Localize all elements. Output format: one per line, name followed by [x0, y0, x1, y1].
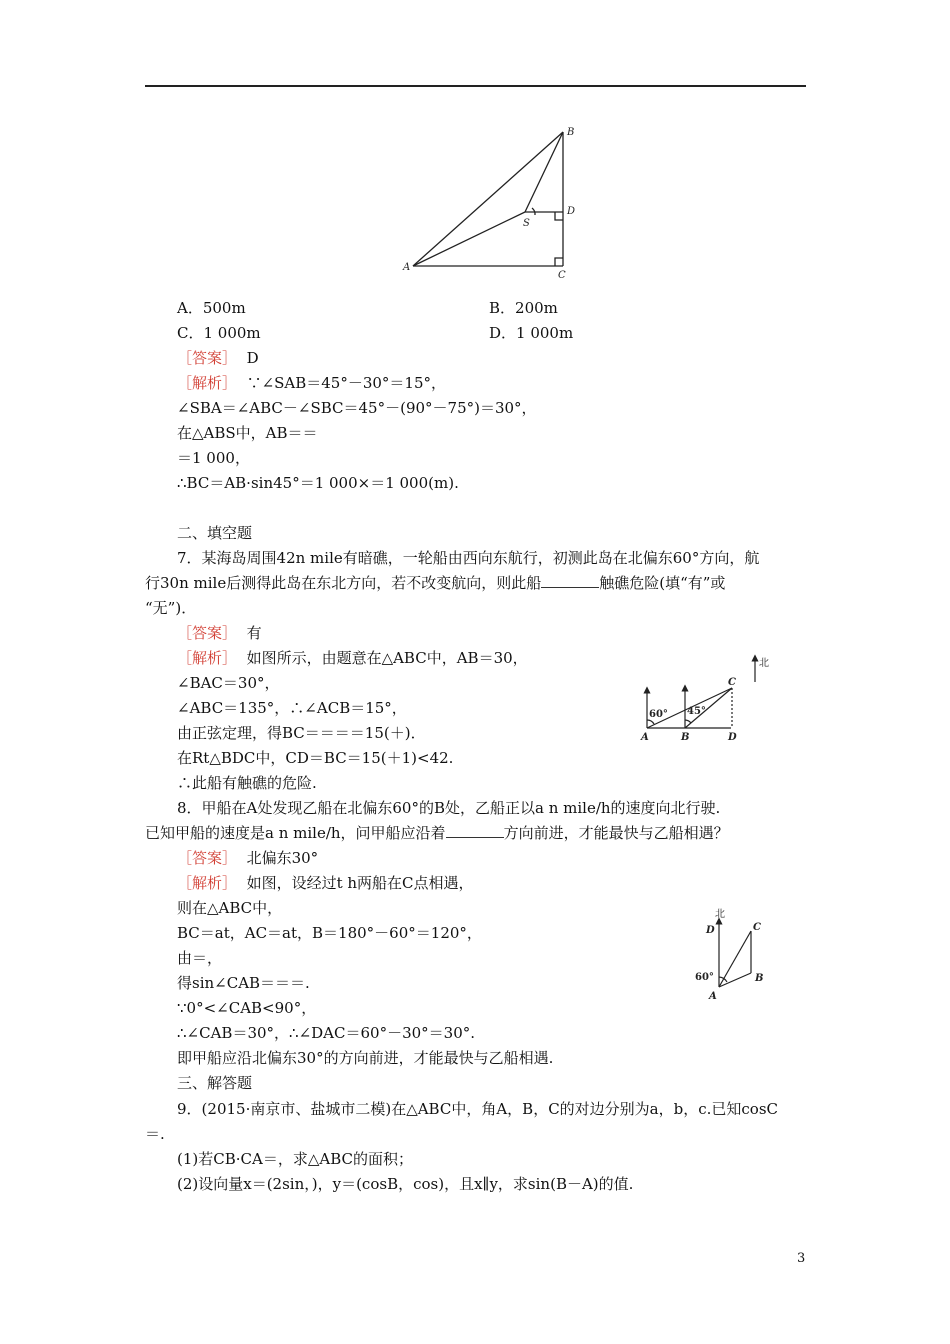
- q7-fig-angle-60: 60°: [649, 709, 668, 720]
- q6-option-d: D．1 000m: [489, 324, 574, 342]
- q8-analysis-line-2: 则在△ABC中，: [177, 899, 283, 917]
- q8-stem-line-2: [145, 823, 729, 843]
- q8-fig-label-b: B: [755, 973, 764, 984]
- q8-answer-line: [177, 848, 318, 868]
- q8-analysis-line-1: [177, 873, 474, 893]
- q8-stem-line-2b: 方向前进，才能最快与乙船相遇？: [503, 824, 729, 842]
- q8-fig-label-a: A: [709, 991, 717, 1002]
- q8-analysis-line-8: 即甲船应沿北偏东30°的方向前进，才能最快与乙船相遇.: [177, 1049, 554, 1067]
- q6-answer-line: [177, 348, 259, 368]
- q7-fig-angle-45: 45°: [687, 706, 706, 717]
- q7-stem-line-2: [145, 573, 725, 593]
- q7-analysis-line-4: 由正弦定理，得BC＝＝＝＝15(＋)．: [177, 724, 426, 742]
- q6-label-a: A: [403, 262, 411, 273]
- q9-stem-line-1: 9．(2015·南京市、盐城市二模)在△ABC中，角A，B，C的对边分别为a，b，c.已知cosC: [177, 1100, 778, 1118]
- section-fill-in-heading: 二、填空题: [177, 524, 253, 542]
- q9-part-2: (2)设向量x＝(2sin，)，y＝(cosB，cos)，且x∥y，求sin(B－A)的值.: [177, 1175, 634, 1193]
- analysis-tag: ［解析］: [177, 874, 238, 892]
- q6-analysis-line-4: ＝1 000，: [177, 449, 250, 467]
- q8-analysis-text-1: 如图，设经过t h两船在C点相遇，: [246, 874, 474, 892]
- q8-analysis-line-6: ∵0°<∠CAB<90°，: [177, 999, 317, 1017]
- q9-stem-line-2: ＝.: [145, 1125, 165, 1143]
- answer-tag: ［答案］: [177, 624, 238, 642]
- q6-option-c: C．1 000m: [177, 324, 261, 342]
- q6-analysis-line-5: ∴BC＝AB·sin45°＝1 000×＝1 000(m).: [177, 474, 459, 492]
- q7-analysis-line-6: ∴此船有触礁的危险.: [177, 774, 317, 792]
- q6-analysis-text-1: ∵∠SAB＝45°－30°＝15°，: [246, 374, 447, 392]
- q8-ship-figure: [693, 903, 773, 1003]
- q6-analysis-line-1: [177, 373, 446, 393]
- q7-fig-label-a: A: [641, 732, 649, 743]
- q6-answer: D: [246, 349, 259, 367]
- q8-analysis-line-3: BC＝at，AC＝at，B＝180°－60°＝120°，: [177, 924, 482, 942]
- q7-fig-label-b: B: [681, 732, 690, 743]
- section-answer-heading: 三、解答题: [177, 1074, 253, 1092]
- q8-fig-angle-60: 60°: [695, 972, 714, 983]
- analysis-tag: ［解析］: [177, 374, 238, 392]
- q7-fig-north: 北: [759, 658, 769, 669]
- q7-analysis-text-1: 如图所示，由题意在△ABC中，AB＝30，: [246, 649, 528, 667]
- q7-analysis-line-5: 在Rt△BDC中，CD＝BC＝15(＋1)<42.: [177, 749, 454, 767]
- q7-stem-line-2b: 触礁危险(填“有”或: [599, 574, 726, 592]
- q8-answer-blank: [446, 823, 504, 838]
- q9-part-1: (1)若CB·CA＝，求△ABC的面积；: [177, 1150, 413, 1168]
- q8-fig-north: 北: [715, 909, 725, 920]
- header-rule: [145, 85, 806, 87]
- q6-option-a: A．500m: [177, 299, 246, 317]
- q6-label-c: C: [558, 270, 566, 281]
- q6-label-s: S: [523, 218, 530, 229]
- q7-ship-figure: [635, 652, 770, 744]
- q7-fig-label-c: C: [728, 677, 736, 688]
- q8-analysis-line-7: ∴∠CAB＝30°，∴∠DAC＝60°－30°＝30°.: [177, 1024, 476, 1042]
- q8-stem-line-2a: 已知甲船的速度是a n mile/h，问甲船应沿着: [145, 824, 446, 842]
- q8-fig-label-c: C: [753, 922, 761, 933]
- q7-stem-line-1: 7．某海岛周围42n mile有暗礁，一轮船由西向东航行，初测此岛在北偏东60°方向，航: [177, 549, 760, 567]
- q7-answer: 有: [246, 624, 262, 642]
- q8-analysis-line-4: 由＝，: [177, 949, 223, 967]
- q6-analysis-line-2: ∠SBA＝∠ABC－∠SBC＝45°－(90°－75°)＝30°，: [177, 399, 537, 417]
- q8-fig-label-d: D: [706, 925, 715, 936]
- q7-fig-label-d: D: [728, 732, 737, 743]
- q8-stem-line-1: 8．甲船在A处发现乙船在北偏东60°的B处，乙船正以a n mile/h的速度向北行驶.: [177, 799, 721, 817]
- q7-stem-line-3: “无”)．: [145, 599, 197, 617]
- q7-stem-line-2a: 行30n mile后测得此岛在东北方向，若不改变航向，则此船: [145, 574, 542, 592]
- q7-analysis-line-2: ∠BAC＝30°，: [177, 674, 280, 692]
- page-number: 3: [797, 1251, 806, 1266]
- answer-tag: ［答案］: [177, 349, 238, 367]
- analysis-tag: ［解析］: [177, 649, 238, 667]
- q6-label-b: B: [567, 127, 575, 138]
- answer-tag: ［答案］: [177, 849, 238, 867]
- q6-option-b: B．200m: [489, 299, 558, 317]
- q6-triangle-figure: [395, 118, 585, 286]
- q7-answer-line: [177, 623, 262, 643]
- q6-label-d: D: [567, 206, 576, 217]
- q8-analysis-line-5: 得sin∠CAB＝＝＝.: [177, 974, 310, 992]
- q7-analysis-line-3: ∠ABC＝135°，∴∠ACB＝15°，: [177, 699, 407, 717]
- q6-analysis-line-3: 在△ABS中，AB＝＝: [177, 424, 318, 442]
- q7-analysis-line-1: [177, 648, 528, 668]
- q8-answer: 北偏东30°: [246, 849, 319, 867]
- q7-answer-blank: [541, 573, 599, 588]
